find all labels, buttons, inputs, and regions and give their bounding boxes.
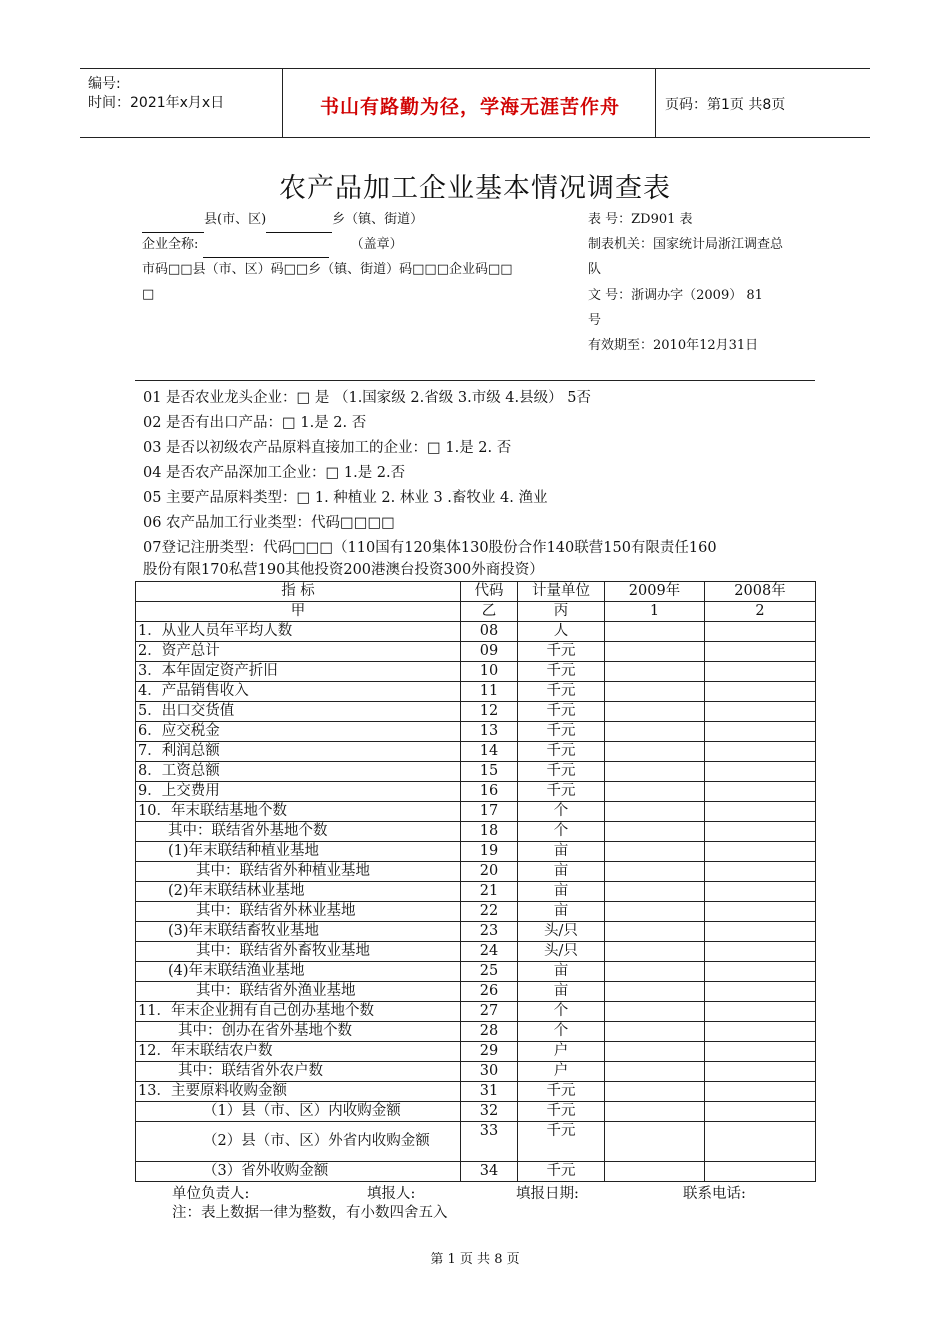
indicator-unit: 千元 <box>518 782 605 802</box>
value-2009-cell[interactable] <box>605 622 705 642</box>
issuer: 制表机关：国家统计局浙江调查总 <box>588 237 784 252</box>
indicator-name: 10．年末联结基地个数 <box>136 802 461 822</box>
motto: 书山有路勤为径，学海无涯苦作舟 <box>319 96 620 118</box>
header-unit: 计量单位 <box>518 582 605 602</box>
value-2008-cell[interactable] <box>705 1042 816 1062</box>
indicator-code: 27 <box>461 1002 518 1022</box>
table-row <box>136 1102 816 1122</box>
indicator-code: 20 <box>461 862 518 882</box>
county-label: 县(市、区) <box>204 212 267 227</box>
value-2009-cell[interactable] <box>605 662 705 682</box>
table-row <box>136 682 816 702</box>
table-row <box>136 622 816 642</box>
indicator-code: 28 <box>461 1022 518 1042</box>
value-2008-cell[interactable] <box>705 622 816 642</box>
codes-line: 市码□□县（市、区）码□□乡（镇、街道）码□□□企业码□□ <box>142 262 513 277</box>
table-row <box>136 882 816 902</box>
value-2008-cell[interactable] <box>705 942 816 962</box>
value-2009-cell[interactable] <box>605 842 705 862</box>
indicator-unit: 千元 <box>518 1162 605 1182</box>
indicator-unit: 千元 <box>518 1082 605 1102</box>
question-01: 01 是否农业龙头企业：□ 是 （1.国家级 2.省级 3.市级 4.县级） 5否 <box>143 390 591 406</box>
value-2009-cell[interactable] <box>605 1122 705 1162</box>
value-2009-cell[interactable] <box>605 882 705 902</box>
value-2009-cell[interactable] <box>605 742 705 762</box>
table-row <box>136 1062 816 1082</box>
value-2008-cell[interactable] <box>705 722 816 742</box>
codes-line-cont: □ <box>142 287 155 302</box>
township-blank[interactable] <box>266 218 332 233</box>
header-code: 代码 <box>461 582 518 602</box>
indicator-code: 16 <box>461 782 518 802</box>
value-2009-cell[interactable] <box>605 1062 705 1082</box>
indicator-unit: 千元 <box>518 702 605 722</box>
divider <box>135 380 815 381</box>
indicator-name: 4．产品销售收入 <box>136 682 461 702</box>
value-2009-cell[interactable] <box>605 1162 705 1182</box>
indicator-code: 34 <box>461 1162 518 1182</box>
indicator-code: 33 <box>461 1122 518 1162</box>
header-divider <box>655 69 656 137</box>
table-row <box>136 1042 816 1062</box>
table-row <box>136 662 816 682</box>
indicator-name: （3）省外收购金额 <box>136 1162 461 1182</box>
indicator-code: 11 <box>461 682 518 702</box>
county-blank[interactable] <box>142 218 204 233</box>
indicator-code: 22 <box>461 902 518 922</box>
indicator-unit: 头/只 <box>518 942 605 962</box>
table-row <box>136 1002 816 1022</box>
seal-label: （盖章） <box>350 237 403 252</box>
value-2008-cell[interactable] <box>705 1162 816 1182</box>
value-2009-cell[interactable] <box>605 1022 705 1042</box>
indicator-unit: 个 <box>518 1002 605 1022</box>
indicator-unit: 亩 <box>518 902 605 922</box>
table-row <box>136 642 816 662</box>
table-row <box>136 1122 816 1162</box>
company-label: 企业全称: <box>142 237 199 252</box>
indicator-code: 18 <box>461 822 518 842</box>
table-subheader-row <box>136 602 816 622</box>
value-2009-cell[interactable] <box>605 1042 705 1062</box>
indicator-unit: 人 <box>518 622 605 642</box>
indicator-unit: 个 <box>518 802 605 822</box>
value-2008-cell[interactable] <box>705 962 816 982</box>
value-2009-cell[interactable] <box>605 862 705 882</box>
township-label: 乡（镇、街道） <box>332 212 424 227</box>
table-row <box>136 962 816 982</box>
indicator-code: 15 <box>461 762 518 782</box>
indicator-code: 21 <box>461 882 518 902</box>
indicator-name: 其中：联结省外种植业基地 <box>136 862 461 882</box>
value-2008-cell[interactable] <box>705 682 816 702</box>
indicator-code: 09 <box>461 642 518 662</box>
subheader: 丙 <box>518 602 605 622</box>
head-label: 单位负责人: <box>172 1186 250 1202</box>
value-2009-cell[interactable] <box>605 822 705 842</box>
indicator-unit: 千元 <box>518 1122 605 1162</box>
question-07-cont: 股份有限170私营190其他投资200港澳台投资300外商投资） <box>143 562 544 578</box>
question-07: 07登记注册类型：代码□□□（110国有120集体130股份合作140联营150有限责任160 <box>143 540 717 556</box>
questions-block <box>143 386 815 581</box>
form-number: 表 号：ZD901 表 <box>588 212 693 227</box>
indicator-name: 其中：联结省外农户数 <box>136 1062 461 1082</box>
question-03: 03 是否以初级农产品原料直接加工的企业：□ 1.是 2. 否 <box>143 440 512 456</box>
date-line: 时间：2021年x月x日 <box>88 95 225 111</box>
indicator-code: 10 <box>461 662 518 682</box>
table-row <box>136 762 816 782</box>
indicator-unit: 亩 <box>518 842 605 862</box>
value-2008-cell[interactable] <box>705 822 816 842</box>
valid-until: 有效期至：2010年12月31日 <box>588 338 759 353</box>
indicator-unit: 亩 <box>518 862 605 882</box>
document-number-cont: 号 <box>588 313 602 328</box>
value-2008-cell[interactable] <box>705 922 816 942</box>
fill-date-label: 填报日期: <box>516 1186 579 1202</box>
indicator-name: 其中：联结省外畜牧业基地 <box>136 942 461 962</box>
indicator-code: 32 <box>461 1102 518 1122</box>
indicator-name: 1．从业人员年平均人数 <box>136 622 461 642</box>
header-page-info: 页码：第1页 共8页 <box>665 97 786 113</box>
value-2009-cell[interactable] <box>605 682 705 702</box>
indicator-code: 08 <box>461 622 518 642</box>
indicator-unit: 千元 <box>518 662 605 682</box>
value-2008-cell[interactable] <box>705 802 816 822</box>
value-2008-cell[interactable] <box>705 882 816 902</box>
indicator-unit: 个 <box>518 822 605 842</box>
company-line <box>142 233 403 258</box>
table-row <box>136 822 816 842</box>
table-row <box>136 722 816 742</box>
value-2009-cell[interactable] <box>605 702 705 722</box>
value-2009-cell[interactable] <box>605 922 705 942</box>
subheader: 乙 <box>461 602 518 622</box>
table-row <box>136 1162 816 1182</box>
indicator-name: 其中：联结省外林业基地 <box>136 902 461 922</box>
table-row <box>136 842 816 862</box>
value-2008-cell[interactable] <box>705 1062 816 1082</box>
value-2008-cell[interactable] <box>705 702 816 722</box>
indicator-name: 其中：联结省外基地个数 <box>136 822 461 842</box>
value-2009-cell[interactable] <box>605 722 705 742</box>
value-2008-cell[interactable] <box>705 782 816 802</box>
indicator-unit: 户 <box>518 1062 605 1082</box>
table-row <box>136 982 816 1002</box>
form-title: 农产品加工企业基本情况调查表 <box>279 173 671 204</box>
indicator-code: 23 <box>461 922 518 942</box>
header-2009: 2009年 <box>605 582 705 602</box>
value-2008-cell[interactable] <box>705 1082 816 1102</box>
question-06: 06 农产品加工行业类型：代码□□□□ <box>143 515 395 531</box>
value-2009-cell[interactable] <box>605 942 705 962</box>
value-2009-cell[interactable] <box>605 962 705 982</box>
value-2008-cell[interactable] <box>705 642 816 662</box>
filler-label: 填报人: <box>367 1186 416 1202</box>
value-2008-cell[interactable] <box>705 762 816 782</box>
indicator-name: 9．上交费用 <box>136 782 461 802</box>
value-2008-cell[interactable] <box>705 862 816 882</box>
table-row <box>136 1022 816 1042</box>
value-2008-cell[interactable] <box>705 1122 816 1162</box>
value-2009-cell[interactable] <box>605 982 705 1002</box>
indicator-name: 其中：创办在省外基地个数 <box>136 1022 461 1042</box>
indicator-name: 8．工资总额 <box>136 762 461 782</box>
table-row <box>136 862 816 882</box>
indicator-code: 13 <box>461 722 518 742</box>
indicator-name: 3．本年固定资产折旧 <box>136 662 461 682</box>
indicator-unit: 户 <box>518 1042 605 1062</box>
question-05: 05 主要产品原料类型：□ 1. 种植业 2. 林业 3 .畜牧业 4. 渔业 <box>143 490 548 506</box>
indicator-code: 31 <box>461 1082 518 1102</box>
subheader: 甲 <box>136 602 461 622</box>
indicator-unit: 亩 <box>518 962 605 982</box>
header-indicator: 指 标 <box>136 582 461 602</box>
value-2008-cell[interactable] <box>705 982 816 1002</box>
table-row <box>136 922 816 942</box>
table-row <box>136 942 816 962</box>
indicator-unit: 千元 <box>518 762 605 782</box>
question-04: 04 是否农产品深加工企业：□ 1.是 2.否 <box>143 465 406 481</box>
indicator-code: 25 <box>461 962 518 982</box>
indicator-unit: 亩 <box>518 882 605 902</box>
indicator-name: 6．应交税金 <box>136 722 461 742</box>
value-2008-cell[interactable] <box>705 1102 816 1122</box>
indicator-code: 26 <box>461 982 518 1002</box>
company-name-blank[interactable] <box>203 243 329 258</box>
indicator-name: (1)年末联结种植业基地 <box>136 842 461 862</box>
table-header-row <box>136 582 816 602</box>
indicator-name: (4)年末联结渔业基地 <box>136 962 461 982</box>
value-2009-cell[interactable] <box>605 802 705 822</box>
indicator-unit: 亩 <box>518 982 605 1002</box>
header-divider <box>282 69 283 137</box>
indicator-unit: 千元 <box>518 722 605 742</box>
indicator-name: 7．利润总额 <box>136 742 461 762</box>
indicator-unit: 千元 <box>518 742 605 762</box>
indicator-unit: 千元 <box>518 682 605 702</box>
indicator-name: (3)年末联结畜牧业基地 <box>136 922 461 942</box>
document-number: 文 号：浙调办字（2009） 81 <box>588 288 763 303</box>
table-row <box>136 742 816 762</box>
header-info <box>88 75 224 113</box>
indicator-name: 11．年末企业拥有自己创办基地个数 <box>136 1002 461 1022</box>
page-number: 第 1 页 共 8 页 <box>430 1252 520 1267</box>
phone-label: 联系电话: <box>683 1186 746 1202</box>
table-row <box>136 802 816 822</box>
location-line <box>142 208 423 233</box>
indicator-unit: 千元 <box>518 1102 605 1122</box>
indicator-name: 5．出口交货值 <box>136 702 461 722</box>
indicator-name: （1）县（市、区）内收购金额 <box>136 1102 461 1122</box>
indicator-code: 12 <box>461 702 518 722</box>
indicator-name: 2．资产总计 <box>136 642 461 662</box>
value-2008-cell[interactable] <box>705 742 816 762</box>
value-2008-cell[interactable] <box>705 902 816 922</box>
table-row <box>136 1082 816 1102</box>
indicator-name: 13．主要原料收购金额 <box>136 1082 461 1102</box>
indicator-name: 其中：联结省外渔业基地 <box>136 982 461 1002</box>
table-row <box>136 902 816 922</box>
value-2008-cell[interactable] <box>705 842 816 862</box>
value-2009-cell[interactable] <box>605 1002 705 1022</box>
page-header <box>80 68 870 138</box>
indicator-table <box>135 581 816 1182</box>
header-2008: 2008年 <box>705 582 816 602</box>
value-2008-cell[interactable] <box>705 1002 816 1022</box>
indicator-code: 17 <box>461 802 518 822</box>
table-row <box>136 702 816 722</box>
indicator-code: 29 <box>461 1042 518 1062</box>
question-02: 02 是否有出口产品：□ 1.是 2. 否 <box>143 415 367 431</box>
indicator-unit: 千元 <box>518 642 605 662</box>
subheader: 2 <box>705 602 816 622</box>
value-2009-cell[interactable] <box>605 1082 705 1102</box>
indicator-name: (2)年末联结林业基地 <box>136 882 461 902</box>
value-2009-cell[interactable] <box>605 782 705 802</box>
indicator-code: 30 <box>461 1062 518 1082</box>
indicator-name: （2）县（市、区）外省内收购金额 <box>136 1122 461 1162</box>
table-row <box>136 782 816 802</box>
subheader: 1 <box>605 602 705 622</box>
value-2008-cell[interactable] <box>705 1022 816 1042</box>
indicator-code: 19 <box>461 842 518 862</box>
issuer-cont: 队 <box>588 262 602 277</box>
note: 注：表上数据一律为整数，有小数四舍五入 <box>172 1205 448 1221</box>
indicator-name: 12．年末联结农户数 <box>136 1042 461 1062</box>
indicator-code: 24 <box>461 942 518 962</box>
number-label: 编号: <box>88 76 121 92</box>
value-2008-cell[interactable] <box>705 662 816 682</box>
indicator-code: 14 <box>461 742 518 762</box>
indicator-unit: 头/只 <box>518 922 605 942</box>
indicator-unit: 个 <box>518 1022 605 1042</box>
value-2009-cell[interactable] <box>605 762 705 782</box>
value-2009-cell[interactable] <box>605 642 705 662</box>
value-2009-cell[interactable] <box>605 1102 705 1122</box>
value-2009-cell[interactable] <box>605 902 705 922</box>
